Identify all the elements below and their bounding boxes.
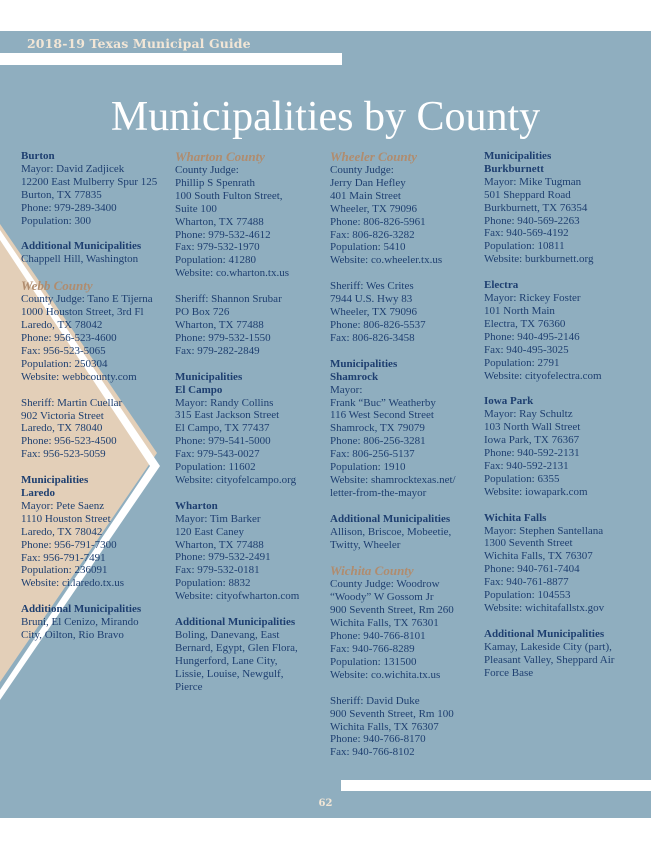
spacer [330, 682, 488, 695]
entry-line: 501 Sheppard Road [484, 188, 571, 201]
entry-line: Burton, TX 77835 [21, 188, 102, 201]
entry-line: Boling, Danevang, East [175, 629, 280, 641]
entry-line: Fax: 806-826-3458 [330, 331, 415, 344]
entry-line: Frank “Buc” Weatherby [330, 396, 436, 409]
entry-line: Population: 250304 [21, 357, 108, 370]
entry-line: Wharton, TX 77488 [175, 215, 264, 228]
column-2 [175, 150, 333, 694]
entry-line: Fax: 979-532-1970 [175, 241, 260, 254]
county-heading: Wichita County [330, 563, 414, 579]
entry-line: 100 South Fulton Street, [175, 189, 283, 202]
entry-line: Population: 10811 [484, 240, 565, 253]
column-1 [21, 150, 179, 642]
entry-line: City, Oilton, Rio Bravo [21, 629, 124, 642]
entry-line: Website: co.wharton.tx.us [175, 267, 289, 280]
entry-line: Bruni, El Cenizo, Mirando [21, 616, 139, 629]
entry-line: Fax: 940-766-8289 [330, 643, 415, 655]
entry-line: Mayor: Ray Schultz [484, 408, 573, 421]
entry-line: Fax: 956-791-7491 [21, 551, 106, 564]
entry-line: Electra, TX 76360 [484, 317, 566, 330]
entry-line: Website: shamrocktexas.net/ [330, 473, 456, 486]
entry-line: 1300 Seventh Street [484, 537, 573, 550]
entry-line: Fax: 940-495-3025 [484, 343, 569, 356]
spacer [175, 280, 333, 293]
entry-line: Fax: 806-256-5137 [330, 448, 415, 461]
spacer [484, 266, 642, 279]
top-white-bar [0, 20, 651, 31]
entry-line: 12200 East Mulberry Spur 125 [21, 175, 158, 188]
spacer [484, 499, 642, 512]
entry-line: Website: iowapark.com [484, 485, 588, 498]
page-number: 62 [318, 798, 333, 809]
entry-line: Burkburnett, TX 76354 [484, 201, 588, 214]
spacer [175, 358, 333, 371]
spacer [175, 603, 333, 616]
municipality-heading: Wichita Falls [484, 511, 547, 524]
municipality-heading: Laredo [21, 487, 56, 500]
entry-line: Phone: 806-826-5961 [330, 215, 426, 228]
entry-line: Phone: 940-766-8101 [330, 630, 426, 643]
entry-line: Phone: 956-791-7300 [21, 538, 117, 551]
county-heading: Wheeler County [330, 149, 418, 164]
entry-line: Population: 6355 [484, 472, 560, 485]
municipality-heading: Municipalities [330, 357, 398, 370]
entry-line: 1000 Houston Street, 3rd Fl [21, 306, 144, 319]
entry-line: Jerry Dan Hefley [330, 176, 406, 189]
entry-line: Iowa Park, TX 76367 [484, 434, 580, 447]
spacer [21, 384, 179, 397]
entry-line: Phone: 940-569-2263 [484, 214, 580, 227]
entry-line: Mayor: Randy Collins [175, 396, 274, 409]
entry-line: 900 Seventh Street, Rm 100 [330, 707, 454, 720]
entry-line: Sheriff: Wes Crites [330, 280, 414, 293]
entry-line: Twitty, Wheeler [330, 538, 401, 551]
column-4 [484, 150, 642, 680]
municipality-heading: Additional Municipalities [21, 603, 142, 616]
entry-line: Phone: 940-766-8170 [330, 733, 426, 746]
county-heading: Webb County [21, 278, 93, 294]
entry-line: Wichita Falls, TX 76307 [484, 550, 593, 563]
municipality-heading: Electra [484, 279, 519, 292]
entry-line: County Judge: [175, 164, 239, 176]
entry-line: Hungerford, Lane City, [175, 654, 278, 667]
entry-line: Population: 2791 [484, 356, 560, 369]
entry-line: Wharton, TX 77488 [175, 538, 264, 551]
spacer [330, 345, 488, 358]
entry-line: Phone: 806-256-3281 [330, 435, 426, 448]
entry-line: Website: ci.laredo.tx.us [21, 577, 124, 590]
entry-line: Population: 131500 [330, 655, 417, 668]
entry-line: County Judge: Tano E Tijerna [21, 293, 153, 306]
entry-line: Sheriff: David Duke [330, 694, 420, 707]
spacer [484, 382, 642, 395]
entry-line: Population: 104553 [484, 589, 571, 602]
entry-line: Chappell Hill, Washington [21, 253, 139, 266]
entry-line: Phillip S Spenrath [175, 176, 256, 189]
entry-line: Website: burkburnett.org [484, 253, 594, 266]
entry-line: Force Base [484, 666, 534, 679]
entry-line: County Judge: Woodrow [330, 578, 440, 591]
municipality-heading: Municipalities [21, 474, 89, 487]
entry-line: Phone: 806-826-5537 [330, 318, 426, 331]
entry-line: Fax: 940-766-8102 [330, 746, 415, 759]
entry-line: Mayor: Stephen Santellana [484, 524, 604, 537]
entry-line: 103 North Wall Street [484, 421, 581, 434]
entry-line: Website: cityofelectra.com [484, 369, 602, 382]
municipality-heading: El Campo [175, 383, 223, 396]
entry-line: 401 Main Street [330, 189, 401, 202]
entry-line: Phone: 979-532-1550 [175, 331, 271, 344]
entry-line: letter-from-the-mayor [330, 486, 427, 499]
entry-line: Population: 41280 [175, 254, 256, 267]
spacer [484, 615, 642, 628]
entry-line: Phone: 979-541-5000 [175, 435, 271, 448]
municipality-heading: Additional Municipalities [330, 512, 451, 525]
entry-line: Mayor: Mike Tugman [484, 175, 582, 188]
entry-line: Laredo, TX 78042 [21, 525, 103, 538]
entry-line: Website: co.wichita.tx.us [330, 668, 441, 681]
spacer [330, 500, 488, 513]
header-white-bar [0, 53, 342, 65]
entry-line: Suite 100 [175, 202, 217, 215]
entry-line: Wheeler, TX 79096 [330, 202, 418, 215]
entry-line: 7944 U.S. Hwy 83 [330, 293, 413, 306]
bottom-margin [0, 818, 651, 845]
entry-line: Mayor: Rickey Foster [484, 292, 581, 305]
column-3 [330, 150, 488, 759]
entry-line: 101 North Main [484, 304, 555, 317]
entry-line: Lissie, Louise, Newgulf, [175, 667, 284, 680]
entry-line: Population: 236091 [21, 564, 108, 577]
entry-line: Kamay, Lakeside City (part), [484, 640, 612, 653]
municipality-heading: Additional Municipalities [175, 616, 296, 629]
entry-line: Wichita Falls, TX 76301 [330, 617, 439, 630]
entry-line: Fax: 979-543-0027 [175, 448, 260, 461]
entry-line: Mayor: Tim Barker [175, 512, 261, 525]
entry-line: Population: 5410 [330, 241, 406, 254]
entry-line: Website: cityofwharton.com [175, 590, 300, 603]
entry-line: 1110 Houston Street [21, 512, 111, 525]
municipality-heading: Municipalities [175, 370, 243, 383]
entry-line: “Woody” W Gossom Jr [330, 591, 434, 604]
entry-line: Website: wichitafallstx.gov [484, 602, 605, 614]
spacer [21, 590, 179, 603]
entry-line: Population: 300 [21, 214, 91, 227]
spacer [21, 227, 179, 240]
entry-line: Pierce [175, 680, 203, 693]
entry-line: Population: 11602 [175, 461, 256, 474]
entry-line: County Judge: [330, 164, 394, 176]
entry-line: 116 West Second Street [330, 409, 434, 422]
entry-line: Mayor: Pete Saenz [21, 499, 105, 512]
entry-line: Laredo, TX 78042 [21, 319, 103, 332]
municipality-heading: Additional Municipalities [484, 627, 605, 640]
entry-line: Mayor: David Zadjicek [21, 162, 125, 175]
entry-line: Phone: 940-592-2131 [484, 447, 580, 460]
municipality-heading: Burkburnett [484, 162, 544, 175]
entry-line: PO Box 726 [175, 306, 230, 319]
entry-line: Fax: 956-523-5059 [21, 448, 106, 461]
entry-line: Sheriff: Martin Cuellar [21, 396, 123, 409]
entry-line: Bernard, Egypt, Glen Flora, [175, 641, 298, 654]
entry-line: 120 East Caney [175, 525, 245, 538]
municipality-heading: Additional Municipalities [21, 240, 142, 253]
municipality-heading: Iowa Park [484, 395, 534, 408]
entry-line: Wichita Falls, TX 76307 [330, 720, 439, 733]
entry-line: Laredo, TX 78040 [21, 422, 103, 435]
municipality-heading: Shamrock [330, 370, 379, 383]
entry-line: Fax: 940-592-2131 [484, 459, 569, 472]
entry-line: Fax: 940-569-4192 [484, 227, 569, 240]
entry-line: 315 East Jackson Street [175, 409, 280, 422]
entry-line: 902 Victoria Street [21, 409, 104, 422]
entry-line: Phone: 956-523-4600 [21, 331, 117, 344]
entry-line: Fax: 979-282-2849 [175, 344, 260, 357]
entry-line: Website: webbcounty.com [21, 370, 137, 383]
entry-line: Pleasant Valley, Sheppard Air [484, 653, 615, 666]
footer-white-bar [341, 780, 651, 791]
entry-line: Sheriff: Shannon Srubar [175, 293, 282, 306]
spacer [21, 461, 179, 474]
spacer [330, 267, 488, 280]
entry-line: Phone: 940-495-2146 [484, 330, 580, 343]
page-title: Municipalities by County [110, 94, 541, 140]
county-heading: Wharton County [175, 149, 265, 164]
municipality-heading: Burton [21, 150, 55, 162]
entry-line: Shamrock, TX 79079 [330, 422, 425, 435]
entry-line: Phone: 979-532-2491 [175, 551, 271, 564]
entry-line: Website: cityofelcampo.org [175, 473, 297, 486]
entry-line: Phone: 979-532-4612 [175, 228, 271, 241]
spacer [175, 487, 333, 500]
entry-line: Population: 1910 [330, 461, 406, 474]
entry-line: Phone: 956-523-4500 [21, 435, 117, 448]
municipality-heading: Municipalities [484, 150, 552, 162]
entry-line: Fax: 940-761-8877 [484, 576, 569, 589]
entry-line: El Campo, TX 77437 [175, 422, 270, 435]
entry-line: Phone: 940-761-7404 [484, 563, 580, 576]
entry-line: Wheeler, TX 79096 [330, 306, 418, 319]
guide-title: 2018-19 Texas Municipal Guide [27, 36, 251, 51]
municipality-heading: Wharton [175, 499, 218, 512]
entry-line: Wharton, TX 77488 [175, 318, 264, 331]
entry-line: Fax: 806-826-3282 [330, 228, 415, 241]
entry-line: 900 Seventh Street, Rm 260 [330, 604, 454, 617]
entry-line: Mayor: [330, 383, 363, 396]
entry-line: Population: 8832 [175, 577, 251, 590]
entry-line: Phone: 979-289-3400 [21, 201, 117, 214]
entry-line: Website: co.wheeler.tx.us [330, 254, 443, 267]
entry-line: Fax: 979-532-0181 [175, 564, 260, 577]
entry-line: Fax: 956-523-5065 [21, 344, 106, 357]
entry-line: Allison, Briscoe, Mobeetie, [330, 525, 452, 538]
